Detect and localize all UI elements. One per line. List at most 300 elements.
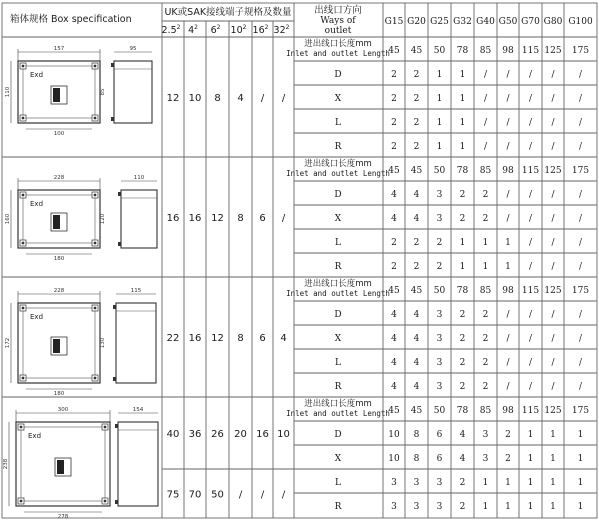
terminal-count: /: [260, 489, 265, 501]
bolt-icon: [94, 194, 97, 197]
way-value: 2: [391, 70, 397, 80]
length-value: 78: [456, 46, 469, 56]
way-value: 1: [436, 94, 443, 104]
way-x-label: X: [334, 454, 342, 464]
way-value: 3: [436, 478, 443, 488]
way-value: 4: [413, 358, 420, 368]
box-drawing-4: [3, 407, 158, 520]
hinge-icon: [111, 117, 114, 121]
way-value: /: [578, 334, 583, 344]
terminal-count: 16: [256, 429, 269, 440]
way-d-label: D: [334, 190, 342, 200]
way-value: 1: [436, 70, 443, 80]
inner-height-dimension: 85: [100, 88, 106, 96]
way-value: 3: [413, 502, 420, 512]
device-window-fill: [53, 88, 60, 102]
way-value: 2: [482, 190, 489, 200]
way-value: 2: [459, 478, 466, 488]
way-value: 2: [436, 238, 443, 248]
way-value: 2: [459, 382, 466, 392]
way-value: 3: [436, 502, 443, 512]
way-value: 2: [459, 190, 466, 200]
length-value: 125: [544, 46, 562, 56]
side-width-dimension: 154: [132, 407, 144, 413]
way-value: /: [506, 94, 510, 104]
way-value: 2: [413, 142, 420, 152]
length-value: 115: [521, 46, 540, 56]
length-value: 115: [521, 406, 540, 416]
way-value: 3: [436, 310, 443, 320]
front-width-dimension: 228: [53, 175, 65, 181]
length-value: 98: [502, 46, 514, 56]
terminal-count: /: [238, 489, 243, 501]
way-value: /: [528, 310, 533, 320]
terminal-count: 6: [259, 213, 266, 224]
header-size-2: $6^2$: [210, 24, 221, 36]
way-value: 2: [391, 238, 397, 248]
hinge-icon: [118, 242, 121, 246]
way-value: 1: [459, 262, 466, 272]
length-value: 45: [388, 166, 400, 176]
exd-nameplate-label: Exd: [30, 71, 44, 79]
way-d-label: D: [334, 70, 342, 80]
way-value: 2: [482, 358, 489, 368]
way-value: /: [506, 358, 510, 368]
inlet-outlet-length-cn: 进出线口长度mm: [304, 399, 372, 409]
bolt-icon: [22, 307, 25, 310]
terminal-count: 10: [277, 429, 290, 440]
way-value: /: [506, 334, 510, 344]
way-value: /: [578, 310, 583, 320]
way-value: 4: [459, 430, 466, 440]
way-value: /: [528, 118, 533, 128]
way-l-label: L: [335, 478, 341, 488]
way-value: 4: [413, 214, 420, 224]
way-value: 1: [436, 142, 443, 152]
way-value: /: [551, 70, 555, 80]
way-value: /: [551, 190, 555, 200]
way-value: 1: [577, 478, 584, 488]
way-value: /: [528, 190, 533, 200]
way-value: /: [506, 118, 510, 128]
way-value: /: [483, 118, 488, 128]
way-d-label: D: [334, 430, 342, 440]
way-value: 1: [527, 430, 534, 440]
way-value: 1: [459, 142, 466, 152]
terminal-count: /: [281, 489, 286, 501]
terminal-count: 75: [166, 489, 180, 501]
way-value: 2: [482, 382, 489, 392]
way-value: 3: [436, 190, 443, 200]
box-side-view: [116, 303, 156, 383]
length-value: 85: [479, 46, 492, 56]
way-value: 3: [391, 502, 397, 512]
way-value: /: [528, 358, 533, 368]
header-gland-g40: G40: [476, 17, 495, 27]
way-value: 2: [505, 454, 511, 464]
way-value: /: [506, 382, 510, 392]
header-ways-en-2: outlet: [324, 26, 352, 36]
header-gland-g50: G50: [498, 17, 518, 27]
way-value: 2: [482, 310, 489, 320]
way-value: 2: [459, 358, 466, 368]
header-size-4: $16^2$: [252, 24, 269, 36]
way-value: /: [528, 238, 533, 248]
way-value: 1: [505, 502, 511, 512]
bolt-icon: [20, 426, 23, 429]
way-value: 1: [459, 70, 466, 80]
length-value: 175: [571, 166, 590, 176]
terminal-count: 40: [166, 429, 180, 440]
way-value: 3: [391, 478, 397, 488]
front-height-dimension: 160: [5, 213, 11, 225]
inner-width-dimension: 100: [53, 131, 65, 137]
way-value: /: [483, 70, 488, 80]
length-value: 175: [571, 46, 590, 56]
way-value: 2: [459, 334, 466, 344]
way-value: 1: [550, 502, 556, 512]
box-drawing-3: [5, 288, 156, 397]
way-value: 3: [482, 430, 489, 440]
way-value: /: [578, 190, 583, 200]
hinge-icon: [113, 377, 116, 381]
header-size-1: $4^2$: [188, 24, 198, 36]
header-gland-g25: G25: [430, 17, 449, 27]
inner-height-dimension: 120: [100, 213, 106, 225]
terminal-count: 4: [237, 93, 244, 104]
length-value: 125: [544, 406, 562, 416]
way-value: /: [506, 310, 510, 320]
bolt-icon: [94, 117, 97, 120]
way-value: 2: [459, 502, 466, 512]
terminal-count: 50: [211, 489, 224, 501]
bolt-icon: [94, 377, 97, 380]
front-height-dimension: 172: [5, 337, 11, 349]
way-value: /: [528, 382, 533, 392]
side-width-dimension: 95: [129, 46, 137, 52]
way-value: 1: [459, 94, 466, 104]
way-value: 1: [550, 454, 556, 464]
way-value: 2: [413, 70, 420, 80]
way-r-label: R: [334, 262, 342, 272]
way-value: /: [551, 142, 555, 152]
header-box-spec: 箱体规格 Box specification: [10, 14, 132, 25]
way-value: /: [551, 214, 555, 224]
box-side-view: [121, 190, 157, 248]
way-value: 4: [391, 190, 397, 200]
way-value: 1: [482, 478, 489, 488]
way-value: /: [506, 70, 510, 80]
terminal-count: /: [281, 93, 286, 104]
way-value: 2: [391, 262, 397, 272]
header-terminal-spec: UK或SAK接线端子规格及数量: [164, 7, 292, 18]
way-value: 3: [436, 334, 443, 344]
terminal-count: 12: [211, 213, 224, 224]
terminal-count: 8: [214, 93, 221, 104]
side-width-dimension: 110: [133, 175, 145, 181]
length-value: 85: [479, 166, 492, 176]
bolt-icon: [104, 426, 107, 429]
side-width-dimension: 115: [130, 288, 142, 294]
bolt-icon: [22, 377, 25, 380]
header-gland-g20: G20: [407, 17, 426, 27]
way-value: /: [528, 214, 533, 224]
way-value: 1: [527, 502, 534, 512]
inner-width-dimension: 180: [53, 391, 65, 397]
way-value: 2: [413, 238, 420, 248]
way-value: 2: [482, 334, 489, 344]
way-value: 1: [577, 430, 584, 440]
box-drawing-2: [5, 175, 157, 262]
bolt-icon: [94, 307, 97, 310]
inlet-outlet-length-en: Inlet and outlet Length: [286, 289, 390, 298]
way-value: 2: [391, 94, 397, 104]
way-l-label: L: [335, 358, 341, 368]
way-value: /: [506, 142, 510, 152]
length-value: 98: [502, 166, 514, 176]
device-window-fill: [53, 215, 60, 229]
way-value: 6: [436, 454, 443, 464]
bolt-icon: [94, 242, 97, 245]
way-value: 1: [459, 238, 466, 248]
inlet-outlet-length-en: Inlet and outlet Length: [286, 49, 390, 58]
way-value: /: [578, 70, 583, 80]
way-value: 10: [388, 430, 400, 440]
way-value: 1: [577, 454, 584, 464]
way-value: 2: [482, 214, 489, 224]
device-window-fill: [53, 339, 60, 353]
header-size-0: $2.5^2$: [161, 24, 181, 36]
terminal-count: 16: [188, 333, 202, 344]
way-value: /: [551, 94, 555, 104]
box-side-view: [114, 61, 152, 123]
way-value: 1: [550, 478, 556, 488]
length-value: 78: [456, 406, 469, 416]
way-value: /: [528, 334, 533, 344]
length-value: 45: [388, 46, 400, 56]
way-value: 3: [436, 214, 443, 224]
way-value: /: [551, 310, 555, 320]
way-value: 3: [482, 454, 489, 464]
way-value: 2: [505, 430, 511, 440]
length-value: 50: [433, 286, 446, 296]
length-value: 98: [502, 286, 514, 296]
hinge-icon: [111, 63, 114, 67]
way-value: 4: [391, 334, 397, 344]
way-value: 1: [527, 478, 534, 488]
terminal-count: 16: [188, 213, 202, 224]
way-value: 1: [482, 262, 489, 272]
length-value: 125: [544, 286, 562, 296]
way-value: /: [578, 358, 583, 368]
header-ways-en-1: Ways of: [320, 16, 356, 26]
way-value: 1: [505, 478, 511, 488]
way-value: /: [551, 382, 555, 392]
way-value: 1: [577, 502, 584, 512]
length-value: 50: [433, 406, 446, 416]
terminal-count: 8: [237, 213, 244, 224]
terminal-count: 70: [188, 489, 202, 501]
way-value: 2: [436, 262, 443, 272]
way-value: 4: [413, 382, 420, 392]
header-ways-cn: 出线口方向: [314, 5, 362, 16]
length-value: 45: [410, 46, 423, 56]
way-value: 1: [527, 454, 534, 464]
way-l-label: L: [335, 238, 341, 248]
way-value: 1: [550, 430, 556, 440]
hinge-icon: [115, 424, 118, 428]
front-height-dimension: 238: [3, 458, 9, 470]
terminal-count: /: [260, 93, 265, 104]
terminal-count: 16: [166, 213, 180, 224]
inlet-outlet-length-en: Inlet and outlet Length: [286, 169, 390, 178]
inlet-outlet-length-cn: 进出线口长度mm: [304, 159, 372, 169]
header-gland-g32: G32: [453, 17, 472, 27]
way-value: /: [528, 142, 533, 152]
way-value: /: [578, 94, 583, 104]
way-value: 10: [388, 454, 400, 464]
length-value: 85: [479, 286, 492, 296]
terminal-count: 20: [234, 429, 247, 440]
box-drawing-1: [5, 46, 152, 137]
inner-width-dimension: 180: [53, 256, 65, 262]
way-value: /: [506, 190, 510, 200]
hinge-icon: [115, 500, 118, 504]
length-value: 85: [479, 406, 492, 416]
length-value: 45: [410, 406, 423, 416]
exd-nameplate-label: Exd: [30, 200, 44, 208]
bolt-icon: [104, 500, 107, 503]
way-value: 2: [413, 94, 420, 104]
device-window-fill: [57, 460, 64, 474]
front-width-dimension: 300: [57, 407, 69, 413]
way-value: /: [578, 262, 583, 272]
way-value: 2: [413, 118, 420, 128]
way-value: 2: [413, 262, 420, 272]
way-value: /: [551, 358, 555, 368]
way-value: 4: [413, 310, 420, 320]
way-value: /: [528, 262, 533, 272]
way-x-label: X: [334, 214, 342, 224]
way-value: /: [551, 262, 555, 272]
length-value: 50: [433, 166, 446, 176]
bolt-icon: [22, 194, 25, 197]
way-value: 1: [505, 262, 511, 272]
header-gland-g70: G70: [521, 17, 540, 27]
terminal-count: 6: [259, 333, 266, 344]
way-value: /: [578, 118, 583, 128]
header-size-3: $10^2$: [230, 24, 247, 36]
length-value: 78: [456, 166, 469, 176]
bolt-icon: [22, 242, 25, 245]
box-drawings: [3, 46, 158, 520]
header-gland-g80: G80: [543, 17, 563, 27]
hinge-icon: [118, 192, 121, 196]
length-value: 125: [544, 166, 562, 176]
bolt-icon: [22, 65, 25, 68]
terminal-count: 12: [211, 333, 224, 344]
box-side-view: [118, 422, 158, 506]
way-value: 2: [391, 118, 397, 128]
header-gland-g100: G100: [568, 17, 593, 27]
way-value: /: [578, 382, 583, 392]
exd-nameplate-label: Exd: [28, 432, 42, 440]
front-width-dimension: 157: [53, 46, 65, 52]
way-value: 1: [505, 238, 511, 248]
way-x-label: X: [334, 94, 342, 104]
way-value: /: [578, 214, 583, 224]
length-value: 45: [388, 406, 400, 416]
way-value: 4: [391, 358, 397, 368]
inner-width-dimension: 278: [57, 514, 69, 520]
header-gland-g15: G15: [384, 17, 404, 27]
way-value: 3: [436, 358, 443, 368]
way-value: 8: [413, 430, 420, 440]
way-value: 4: [391, 382, 397, 392]
way-r-label: R: [334, 382, 342, 392]
way-l-label: L: [335, 118, 341, 128]
way-value: 4: [391, 310, 397, 320]
way-value: /: [506, 214, 510, 224]
way-value: 2: [459, 214, 466, 224]
terminal-count: 4: [280, 333, 287, 344]
way-value: /: [483, 94, 488, 104]
way-value: /: [551, 118, 555, 128]
way-value: 4: [413, 190, 420, 200]
way-value: 1: [482, 502, 489, 512]
exd-nameplate-label: Exd: [30, 313, 44, 321]
length-value: 45: [410, 286, 423, 296]
terminal-count: 22: [166, 333, 180, 344]
way-value: 3: [413, 478, 420, 488]
inlet-outlet-length-cn: 进出线口长度mm: [304, 39, 372, 49]
way-value: 8: [413, 454, 420, 464]
way-value: 4: [413, 334, 420, 344]
front-width-dimension: 228: [53, 288, 65, 294]
length-value: 98: [502, 406, 514, 416]
header-size-5: $32^2$: [273, 24, 290, 36]
length-value: 175: [571, 286, 590, 296]
hinge-icon: [113, 305, 116, 309]
way-value: /: [528, 94, 533, 104]
way-value: 4: [391, 214, 397, 224]
terminal-count: /: [281, 213, 286, 224]
terminal-count: 10: [188, 93, 202, 104]
way-value: 4: [459, 454, 466, 464]
way-r-label: R: [334, 502, 342, 512]
length-value: 115: [521, 286, 540, 296]
way-value: 1: [436, 118, 443, 128]
way-value: /: [578, 238, 583, 248]
terminal-count: 12: [166, 93, 180, 104]
bolt-icon: [20, 500, 23, 503]
inlet-outlet-length-cn: 进出线口长度mm: [304, 279, 372, 289]
way-x-label: X: [334, 334, 342, 344]
length-value: 50: [433, 46, 446, 56]
front-height-dimension: 110: [5, 86, 11, 98]
way-value: /: [578, 142, 583, 152]
way-d-label: D: [334, 310, 342, 320]
way-value: /: [483, 142, 488, 152]
terminal-count: 8: [237, 333, 244, 344]
way-value: 2: [391, 142, 397, 152]
way-value: /: [551, 334, 555, 344]
terminal-count: 36: [188, 429, 202, 440]
length-value: 45: [388, 286, 400, 296]
length-value: 78: [456, 286, 469, 296]
way-r-label: R: [334, 142, 342, 152]
length-value: 175: [571, 406, 590, 416]
